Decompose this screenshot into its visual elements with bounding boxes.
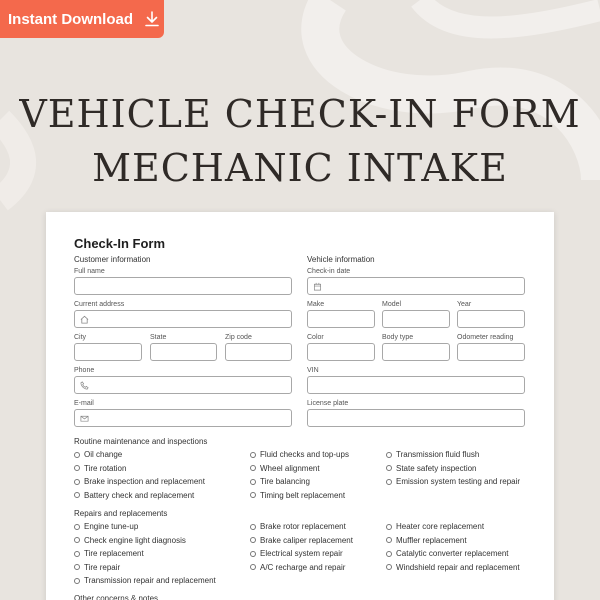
checklist-option-label: Battery check and replacement bbox=[84, 490, 195, 500]
checklist-option-label: Transmission repair and replacement bbox=[84, 576, 216, 585]
vehicle-section-title: Vehicle information bbox=[307, 255, 375, 264]
checklist-option-label: Check engine light diagnosis bbox=[84, 535, 186, 545]
checklist-option-label: Catalytic converter replacement bbox=[396, 549, 509, 558]
model-field[interactable] bbox=[382, 310, 450, 328]
state-field[interactable] bbox=[150, 343, 217, 361]
checklist-option[interactable] bbox=[250, 450, 349, 459]
year-label: Year bbox=[457, 301, 472, 308]
state-label: State bbox=[150, 334, 167, 341]
body-type-field[interactable] bbox=[382, 343, 450, 361]
checklist-option[interactable] bbox=[386, 464, 477, 473]
phone-icon bbox=[80, 381, 89, 390]
other-section-title: Other concerns & notes bbox=[74, 594, 159, 600]
radio-circle-icon[interactable] bbox=[250, 524, 256, 530]
checklist-option[interactable] bbox=[250, 477, 310, 486]
radio-circle-icon[interactable] bbox=[74, 465, 80, 471]
radio-circle-icon[interactable] bbox=[386, 551, 392, 557]
checklist-option[interactable] bbox=[386, 450, 479, 459]
checklist-option-label: Windshield repair and replacement bbox=[396, 562, 520, 572]
checklist-option[interactable] bbox=[74, 491, 194, 500]
checklist-option[interactable] bbox=[74, 450, 122, 459]
radio-circle-icon[interactable] bbox=[74, 551, 80, 557]
form-sheet bbox=[46, 212, 554, 600]
radio-circle-icon[interactable] bbox=[386, 524, 392, 530]
zip-field[interactable] bbox=[225, 343, 292, 361]
checklist-option[interactable] bbox=[250, 549, 343, 558]
headline-line-2: MECHANIC INTAKE bbox=[92, 146, 508, 190]
checklist-option-label: Electrical system repair bbox=[260, 549, 343, 558]
checklist-option[interactable] bbox=[386, 477, 520, 486]
year-field[interactable] bbox=[457, 310, 525, 328]
radio-circle-icon[interactable] bbox=[250, 465, 256, 471]
phone-field[interactable] bbox=[74, 376, 292, 394]
routine-section-title: Routine maintenance and inspections bbox=[74, 437, 208, 446]
radio-circle-icon[interactable] bbox=[74, 492, 80, 498]
city-label: City bbox=[74, 334, 87, 341]
checklist-option[interactable] bbox=[74, 477, 205, 486]
radio-circle-icon[interactable] bbox=[74, 564, 80, 570]
checklist-option[interactable] bbox=[74, 464, 126, 473]
download-icon bbox=[145, 11, 159, 27]
radio-circle-icon[interactable] bbox=[74, 537, 80, 543]
checklist-option[interactable] bbox=[250, 536, 353, 545]
checklist-option[interactable] bbox=[386, 549, 509, 558]
phone-label: Phone bbox=[74, 367, 95, 374]
checklist-option-label: Wheel alignment bbox=[260, 463, 320, 473]
checklist-option[interactable] bbox=[74, 563, 120, 572]
license-plate-field[interactable] bbox=[307, 409, 525, 427]
radio-circle-icon[interactable] bbox=[74, 578, 80, 584]
zip-label: Zip code bbox=[225, 334, 252, 341]
form-title: Check-In Form bbox=[74, 236, 166, 251]
make-field[interactable] bbox=[307, 310, 375, 328]
odometer-field[interactable] bbox=[457, 343, 525, 361]
checklist-option[interactable] bbox=[386, 536, 467, 545]
vin-field[interactable] bbox=[307, 376, 525, 394]
radio-circle-icon[interactable] bbox=[250, 564, 256, 570]
checkin-date-label: Check-in date bbox=[307, 268, 351, 275]
checklist-option[interactable] bbox=[386, 563, 520, 572]
checklist-option-label: Fluid checks and top-ups bbox=[260, 450, 349, 459]
radio-circle-icon[interactable] bbox=[250, 551, 256, 557]
checklist-option[interactable] bbox=[250, 522, 346, 531]
radio-circle-icon[interactable] bbox=[386, 537, 392, 543]
headline-line-1: VEHICLE CHECK-IN FORM bbox=[19, 92, 581, 136]
checklist-option-label: A/C recharge and repair bbox=[260, 562, 346, 572]
checklist-option-label: Tire repair bbox=[84, 562, 121, 572]
license-plate-label: License plate bbox=[307, 400, 349, 407]
email-field[interactable] bbox=[74, 409, 292, 427]
checklist-option-label: Muffler replacement bbox=[396, 535, 467, 545]
checklist-option-label: Brake inspection and replacement bbox=[84, 477, 205, 486]
instant-download-badge[interactable] bbox=[0, 0, 164, 38]
full-name-label: Full name bbox=[74, 268, 105, 275]
checklist-option-label: Brake rotor replacement bbox=[260, 522, 346, 531]
odometer-label: Odometer reading bbox=[457, 334, 514, 341]
radio-circle-icon[interactable] bbox=[74, 479, 80, 485]
make-label: Make bbox=[307, 301, 325, 308]
checklist-option[interactable] bbox=[250, 491, 345, 500]
checklist-option[interactable] bbox=[250, 464, 320, 473]
calendar-icon bbox=[313, 282, 322, 291]
body-type-label: Body type bbox=[382, 334, 414, 341]
color-field[interactable] bbox=[307, 343, 375, 361]
checklist-option-label: State safety inspection bbox=[396, 463, 477, 473]
radio-circle-icon[interactable] bbox=[250, 492, 256, 498]
checklist-option-label: Engine tune-up bbox=[84, 522, 139, 531]
checklist-option[interactable] bbox=[250, 563, 345, 572]
radio-circle-icon[interactable] bbox=[250, 479, 256, 485]
checklist-option[interactable] bbox=[386, 522, 484, 531]
checkin-date-field[interactable] bbox=[307, 277, 525, 295]
vin-label: VIN bbox=[307, 367, 319, 374]
radio-circle-icon[interactable] bbox=[386, 465, 392, 471]
checklist-option-label: Oil change bbox=[84, 450, 123, 459]
repairs-section-title: Repairs and replacements bbox=[74, 509, 168, 518]
checklist-option-label: Heater core replacement bbox=[396, 522, 485, 531]
mail-icon bbox=[80, 414, 89, 423]
radio-circle-icon[interactable] bbox=[386, 564, 392, 570]
color-label: Color bbox=[307, 334, 324, 341]
checklist-option[interactable] bbox=[74, 536, 186, 545]
radio-circle-icon[interactable] bbox=[386, 479, 392, 485]
checklist-option[interactable] bbox=[74, 549, 144, 558]
full-name-field[interactable] bbox=[74, 277, 292, 295]
checklist-option-label: Transmission fluid flush bbox=[396, 450, 480, 459]
city-field[interactable] bbox=[74, 343, 142, 361]
address-field[interactable] bbox=[74, 310, 292, 328]
checklist-option[interactable] bbox=[74, 576, 216, 585]
checklist-option-label: Tire replacement bbox=[84, 549, 144, 558]
radio-circle-icon[interactable] bbox=[250, 452, 256, 458]
customer-section-title: Customer information bbox=[74, 255, 151, 264]
radio-circle-icon[interactable] bbox=[74, 452, 80, 458]
checklist-option-label: Emission system testing and repair bbox=[396, 477, 521, 486]
checklist-option-label: Tire balancing bbox=[260, 477, 310, 486]
checklist-option-label: Brake caliper replacement bbox=[260, 535, 353, 545]
radio-circle-icon[interactable] bbox=[74, 524, 80, 530]
address-label: Current address bbox=[74, 301, 125, 308]
model-label: Model bbox=[382, 301, 402, 308]
badge-label: Instant Download bbox=[8, 10, 133, 28]
email-label: E-mail bbox=[74, 400, 94, 407]
home-icon bbox=[80, 315, 89, 324]
checklist-option[interactable] bbox=[74, 522, 138, 531]
checklist-option-label: Tire rotation bbox=[84, 463, 127, 473]
radio-circle-icon[interactable] bbox=[250, 537, 256, 543]
checklist-option-label: Timing belt replacement bbox=[260, 490, 346, 500]
radio-circle-icon[interactable] bbox=[386, 452, 392, 458]
